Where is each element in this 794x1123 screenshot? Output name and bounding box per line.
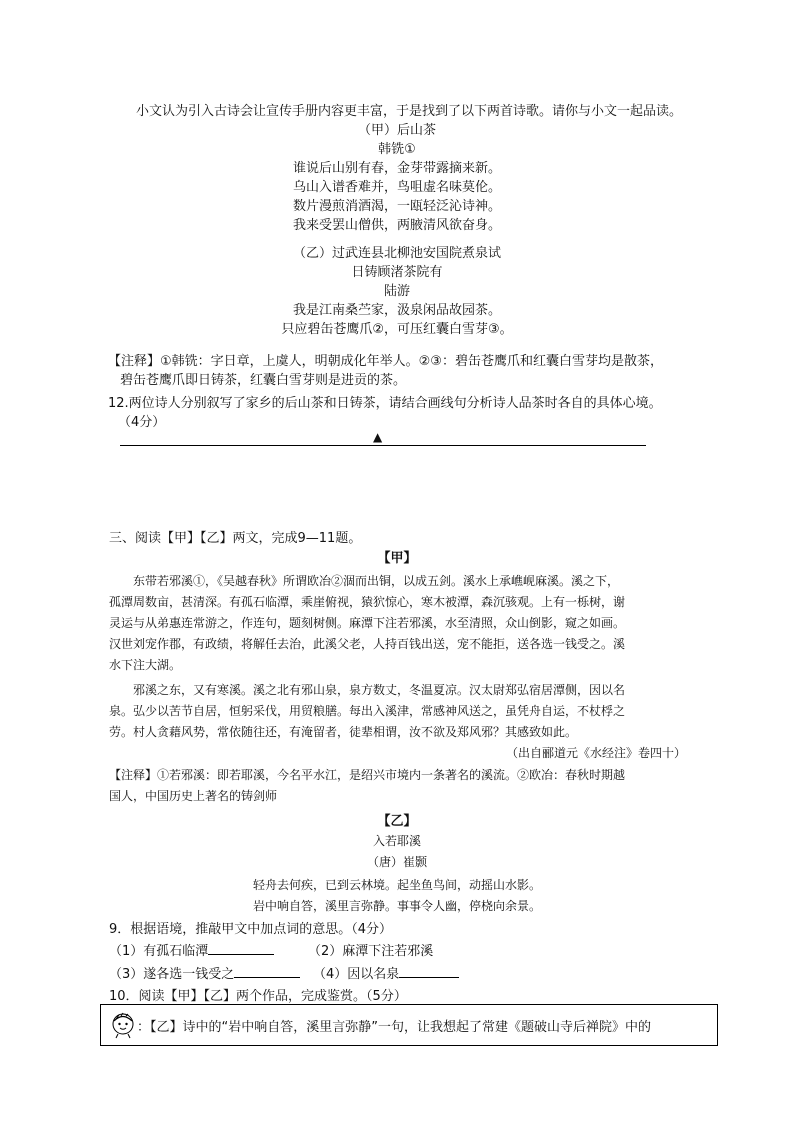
answer-marker: ▲ bbox=[373, 430, 383, 444]
passage-yi-line: 岩中响自答，溪里言弥静。事事令人幽，停桡向余景。 bbox=[252, 899, 541, 913]
question-9-item-text: （4）因以名泉 bbox=[313, 967, 400, 982]
poem-yi-subtitle: 日铸顾渚茶院有 bbox=[351, 265, 443, 280]
passage-line: 泉。弘少以苦节自居，恒躬采伐，用贸粮膳。每出入溪津，常感神风送之，虽凭舟自运，不杖桴之 bbox=[109, 704, 626, 718]
poem-note: 碧缶苍鹰爪即日铸茶，红囊白雪芽则是进贡的茶。 bbox=[120, 373, 407, 388]
poem-intro: 小文认为引入古诗会让宣传手册内容更丰富，于是找到了以下两首诗歌。请你与小文一起品读。 bbox=[136, 104, 683, 119]
poem-yi-title: （乙）过武连县北柳池安国院煮泉试 bbox=[292, 246, 501, 261]
poem-jia-line: 数片漫煎消酒渴，一瓯轻泛沁诗神。 bbox=[292, 199, 501, 214]
poem-jia-line: 乌山入谱香难并，鸟咀虚名味莫伦。 bbox=[292, 180, 501, 195]
poem-yi-line: 只应碧缶苍鹰爪②，可压红囊白雪芽③。 bbox=[281, 322, 513, 337]
question-10: 10．阅读【甲】【乙】两个作品，完成鉴赏。（5分） bbox=[109, 989, 407, 1004]
poem-yi-line: 我是江南桑苎家，汲泉闲品故园茶。 bbox=[292, 303, 501, 318]
question-9-item-text: （1）有孤石临潭 bbox=[109, 944, 209, 959]
passage-source: （出自郦道元《水经注》卷四十） bbox=[506, 746, 687, 760]
answer-blank[interactable] bbox=[234, 965, 300, 978]
question-9-item bbox=[313, 963, 459, 982]
passage-note: 国人，中国历史上著名的铸剑师 bbox=[109, 789, 278, 803]
passage-yi-line: 轻舟去何疾，已到云林境。起坐鱼鸟间，动摇山水影。 bbox=[252, 878, 541, 892]
passage-yi-title: 入若耶溪 bbox=[372, 834, 421, 848]
answer-blank[interactable] bbox=[208, 942, 274, 955]
poem-jia-line: 我来受罢山僧供，两腋清风欲奋身。 bbox=[292, 218, 501, 233]
poem-jia-line: 谁说后山别有春，金芽带露摘来新。 bbox=[292, 161, 501, 176]
passage-jia-label: 【甲】 bbox=[377, 551, 417, 566]
passage-line: 灵运与从弟惠连常游之，作连句，题刻树侧。麻潭下注若邪溪，水至清照，众山倒影，窥之如画。 bbox=[109, 616, 626, 630]
question-9-item-text: （3）遂各选一钱受之 bbox=[109, 967, 235, 982]
passage-line: 邪溪之东，又有寒溪。溪之北有邪山泉，泉方数丈，冬温夏凉。汉太尉郑弘宿居潭侧，因以名 bbox=[133, 683, 626, 697]
question-9: 9．根据语境，推敲甲文中加点词的意思。（4分） bbox=[109, 922, 393, 937]
passage-note: 【注释】①若邪溪：即若耶溪，今名平水江，是绍兴市境内一条著名的溪流。②欧冶：春秋时期越 bbox=[109, 768, 626, 782]
question-12-score: （4分） bbox=[118, 415, 166, 430]
appreciation-text: ：【乙】诗中的“岩中响自答，溪里言弥静”一句，让我想起了常建《题破山寺后禅院》中的 bbox=[137, 1020, 651, 1035]
question-9-item bbox=[109, 940, 274, 959]
passage-yi-author: （唐）崔颢 bbox=[366, 855, 427, 869]
answer-line bbox=[120, 445, 646, 446]
poem-yi-author: 陆游 bbox=[383, 284, 410, 299]
poem-jia-author: 韩铣① bbox=[378, 142, 416, 157]
passage-line: 水下注大湖。 bbox=[109, 658, 182, 672]
answer-blank[interactable] bbox=[399, 965, 459, 978]
passage-line: 东带若邪溪①，《吴越春秋》所谓欧冶②涸而出铜，以成五剑。溪水上承嶕岘麻溪。溪之下， bbox=[133, 574, 620, 588]
question-9-item bbox=[109, 963, 300, 982]
poem-jia-title: （甲）后山茶 bbox=[357, 123, 436, 138]
passage-line: 汉世刘宠作郡，有政绩，将解任去治，此溪父老，人持百钱出送，宠不能拒，送各选一钱受之。溪 bbox=[109, 637, 626, 651]
passage-line: 劳。村人贪藉风势，常依随往还，有淹留者，徒辈相谓，汝不欲及郑风邪？其感致如此。 bbox=[109, 725, 578, 739]
passage-line: 孤潭周数亩，甚清深。有孤石临潭，乘崖俯视，猿狖惊心，寒木被潭，森沉骇观。上有一栎树，谢 bbox=[109, 595, 626, 609]
question-9-item-text: （2）麻潭下注若邪溪 bbox=[308, 944, 434, 959]
question-9-item bbox=[308, 940, 433, 959]
student-avatar-icon bbox=[110, 1011, 136, 1039]
appreciation-box bbox=[100, 1004, 718, 1046]
question-12: 12.两位诗人分别叙写了家乡的后山茶和日铸茶，请结合画线句分析诗人品茶时各自的具体心境。 bbox=[108, 396, 662, 411]
passage-yi-label: 【乙】 bbox=[377, 814, 417, 829]
section-heading: 三、阅读【甲】【乙】两文，完成9—11题。 bbox=[109, 531, 362, 546]
poem-note: 【注释】①韩铣：字日章，上虞人，明朝成化年举人。②③：碧缶苍鹰爪和红囊白雪芽均是散茶， bbox=[108, 354, 663, 369]
